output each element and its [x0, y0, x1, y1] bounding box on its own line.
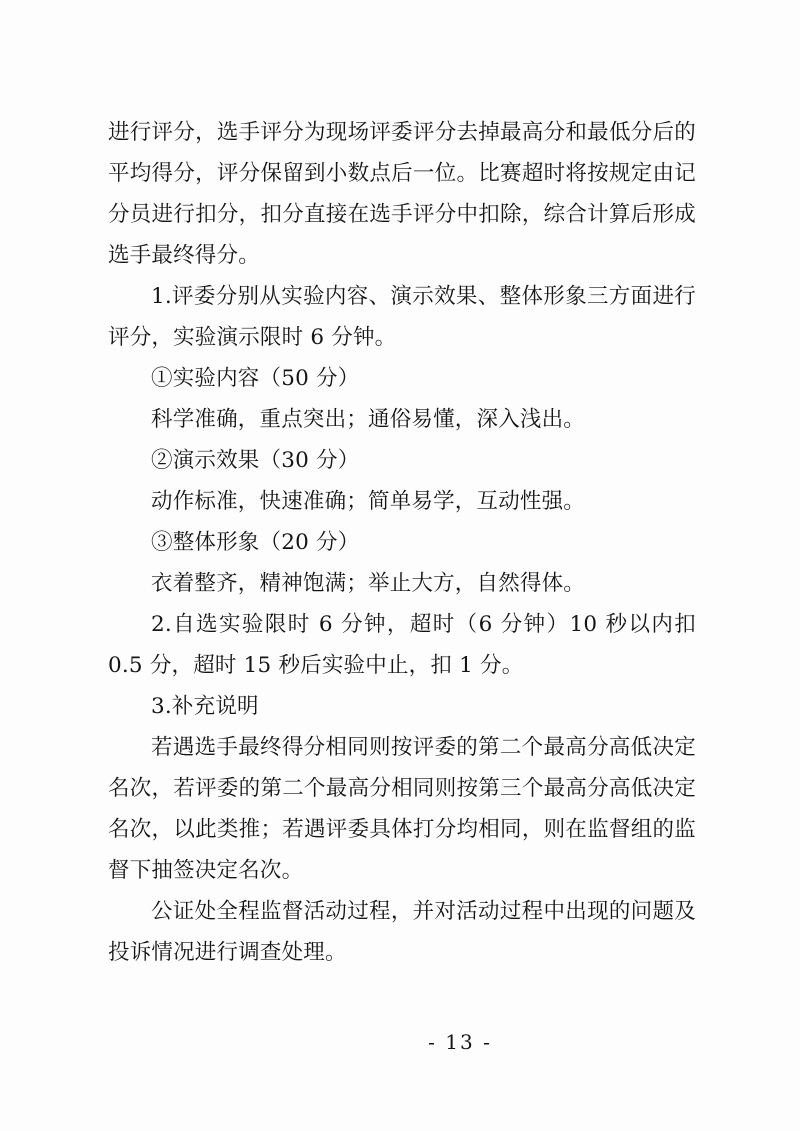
paragraph-tiebreak-rules: 若遇选手最终得分相同则按评委的第二个最高分高低决定名次，若评委的第二个最高分相同则按第三个最高分高低决定名次，以此类推；若遇评委具体打分均相同，则在监督组的监督下抽签决定名次。 — [108, 735, 696, 883]
paragraph-item-image-heading: ③整体形象（20 分） — [151, 530, 360, 555]
document-body — [108, 112, 696, 973]
page-number: - 13 - — [428, 1030, 492, 1054]
paragraph-supplementary-heading: 3.补充说明 — [151, 694, 259, 719]
paragraph-intro: 进行评分，选手评分为现场评委评分去掉最高分和最低分后的平均得分，评分保留到小数点后一位。比赛超时将按规定由记分员进行扣分，扣分直接在选手评分中扣除，综合计算后形成选手最终得分。 — [108, 120, 696, 268]
paragraph-notary-supervision: 公证处全程监督活动过程，并对活动过程中出现的问题及投诉情况进行调查处理。 — [108, 899, 696, 965]
paragraph-item-content-detail: 科学准确，重点突出；通俗易懂，深入浅出。 — [151, 407, 586, 432]
paragraph-item-effect-detail: 动作标准，快速准确；简单易学，互动性强。 — [151, 489, 586, 514]
paragraph-item-effect-heading: ②演示效果（30 分） — [151, 448, 360, 473]
paragraph-item-image-detail: 衣着整齐，精神饱满；举止大方，自然得体。 — [151, 571, 586, 596]
paragraph-criteria-overview: 1.评委分别从实验内容、演示效果、整体形象三方面进行评分，实验演示限时 6 分钟。 — [108, 284, 696, 350]
paragraph-item-content-heading: ①实验内容（50 分） — [151, 366, 360, 391]
paragraph-time-limit: 2.自选实验限时 6 分钟，超时（6 分钟）10 秒以内扣 0.5 分，超时 15 秒后实验中止，扣 1 分。 — [108, 612, 696, 678]
